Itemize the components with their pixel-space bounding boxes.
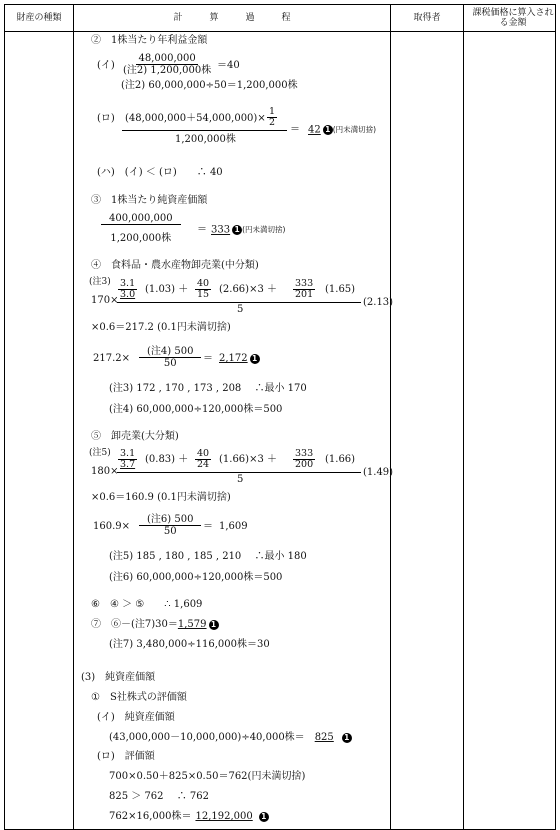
s8-ro-badge: 1 <box>259 812 269 822</box>
s2-ro-half-den: 2 <box>269 117 276 128</box>
s7-result: 1,579 <box>177 619 207 630</box>
calculation-sheet <box>4 4 556 830</box>
column-divider <box>390 5 391 829</box>
s4-f1-num: 3.1 <box>120 278 136 289</box>
s5-note-tag: (注5) <box>89 448 111 458</box>
s2-ha: (ハ) (イ) ＜ (ロ) ∴ 40 <box>97 167 223 178</box>
s4-f3-num: 333 <box>295 278 314 289</box>
s5-f3-den: 200 <box>295 459 314 470</box>
s4-c-result: 2,172 <box>219 353 248 364</box>
s3-den: 1,200,000株 <box>110 233 172 244</box>
s4-t1: (1.03) ＋ <box>145 284 189 295</box>
s5-c-result: 1,609 <box>219 521 248 532</box>
s2-ro-half-num: 1 <box>269 106 276 117</box>
s5-t2: (1.66)×3 ＋ <box>219 454 277 465</box>
s4-c-num: (注4) 500 <box>139 346 201 358</box>
s2-i-num: 48,000,000 <box>138 53 196 64</box>
s8-i-badge: 1 <box>342 733 352 743</box>
s4-tail: (2.13) <box>363 297 394 308</box>
s3-eq: ＝ <box>197 224 207 235</box>
s4-n3: (注3) 172 , 170 , 173 , 208 ∴最小 170 <box>109 383 307 394</box>
s4-t3: (1.65) <box>325 284 356 295</box>
s5-tail: (1.49) <box>363 467 394 478</box>
s2-ro-result-line <box>308 124 376 137</box>
s3-note: (円未満切捨) <box>242 225 286 234</box>
header-taxable-amount: 課税価格に算入される金額 <box>472 8 554 28</box>
s4-c-badge: 1 <box>250 354 260 364</box>
s5-c-eq: ＝ <box>203 521 213 532</box>
s2-i-fraction <box>121 53 213 76</box>
s5-f2 <box>195 449 211 470</box>
s8-ro-l2: 825 ＞ 762 ∴ 762 <box>109 791 209 802</box>
s3-result: 333 <box>211 224 231 236</box>
s5-f3 <box>293 449 315 470</box>
s8-i-calc: (43,000,000－10,000,000)÷40,000株＝ <box>109 732 305 743</box>
s5-t3: (1.66) <box>325 454 356 465</box>
s7-pre: ⑦ ⑥－(注7)30＝ <box>91 619 178 630</box>
s4-big-den: 5 <box>237 304 244 315</box>
s3-badge: 1 <box>232 225 242 235</box>
s5-n5: (注5) 185 , 180 , 185 , 210 ∴最小 180 <box>109 551 307 562</box>
s2-ro-numerator: (48,000,000＋54,000,000)× <box>125 113 266 124</box>
s4-main-bar <box>117 302 361 303</box>
s2-ro-result: 42 <box>308 124 321 136</box>
s8-ro-result: 12,192,000 <box>195 811 253 822</box>
s8-ro-l3: 762×16,000株＝ <box>109 811 192 822</box>
s2-note2: (注2) 60,000,000÷50＝1,200,000株 <box>121 80 298 91</box>
s5-f1-den: 3.7 <box>120 459 136 470</box>
s2-ro-label: (ロ) <box>97 113 115 124</box>
s2-ro-fraction-bar <box>122 130 287 131</box>
s4-note-tag: (注3) <box>89 277 111 287</box>
s3-title: ③ 1株当たり純資産価額 <box>91 195 208 206</box>
s5-c-den: 50 <box>163 526 177 537</box>
s2-ro-note: (円未満切捨) <box>332 125 377 134</box>
s5-f1-num: 3.1 <box>120 448 136 459</box>
s7-badge: 1 <box>209 620 219 630</box>
s4-f2 <box>195 279 211 300</box>
s5-f2-den: 24 <box>197 459 210 470</box>
s4-f1-den: 3.0 <box>120 289 136 300</box>
s5-c-num: (注6) 500 <box>139 514 201 526</box>
s5-title: ⑤ 卸売業(大分類) <box>91 431 179 442</box>
s5-main-bar <box>117 472 361 473</box>
s8-ro-label: (ロ) 評価額 <box>97 751 155 762</box>
s4-t2: (2.66)×3 ＋ <box>219 284 277 295</box>
s2-ro-den: 1,200,000株 <box>175 134 236 145</box>
s5-n6: (注6) 60,000,000÷120,000株＝500 <box>109 572 283 583</box>
s4-f2-num: 40 <box>197 278 210 289</box>
s4-c-result-line <box>219 353 260 365</box>
s8-i-line <box>109 732 352 744</box>
s3-fraction <box>101 213 181 244</box>
s2-title: ② 1株当たり年利益金額 <box>91 35 208 46</box>
column-divider <box>463 5 464 829</box>
s5-f2-num: 40 <box>197 448 210 459</box>
s4-c-fraction <box>139 346 201 369</box>
s4-line2: ×0.6＝217.2 (0.1円未満切捨) <box>91 322 231 333</box>
s5-pre: 180× <box>91 466 119 477</box>
s2-i-label: (イ) <box>97 60 115 71</box>
header-acquirer: 取得者 <box>413 13 441 23</box>
s8-ro-line3 <box>109 811 269 823</box>
s6-text: ⑥ ④ ＞ ⑤ ∴ 1,609 <box>91 599 203 610</box>
s5-c-pre: 160.9× <box>93 521 131 532</box>
s4-c-pre: 217.2× <box>93 353 131 364</box>
s5-c-fraction <box>139 514 201 537</box>
s7-n7: (注7) 3,480,000÷116,000株＝30 <box>109 639 270 650</box>
s4-f3-den: 201 <box>295 289 314 300</box>
s8-title: (3) 純資産価額 <box>81 672 156 683</box>
column-divider <box>73 5 74 829</box>
s8-sub1: ① S社株式の評価額 <box>91 692 187 703</box>
header-property-type: 財産の種類 <box>16 13 62 23</box>
s4-f3 <box>293 279 315 300</box>
s4-f1 <box>118 279 137 300</box>
s5-line2: ×0.6＝160.9 (0.1円未満切捨) <box>91 492 231 503</box>
s8-ro-l1: 700×0.50＋825×0.50＝762(円未満切捨) <box>109 771 306 782</box>
s8-i-result: 825 <box>314 732 334 743</box>
header-calculation-process: 計 算 過 程 <box>173 13 291 23</box>
s5-t1: (0.83) ＋ <box>145 454 189 465</box>
s3-result-line <box>211 224 285 237</box>
s2-i-den: (注2) 1,200,000株 <box>123 65 212 76</box>
s5-f3-num: 333 <box>295 448 314 459</box>
s4-c-eq: ＝ <box>203 353 213 364</box>
s4-title: ④ 食料品・農水産物卸売業(中分類) <box>91 260 259 271</box>
s5-big-den: 5 <box>237 474 244 485</box>
s4-n4: (注4) 60,000,000÷120,000株＝500 <box>109 404 283 415</box>
s2-ro-eq: ＝ <box>290 124 300 135</box>
s8-i-label: (イ) 純資産価額 <box>97 712 175 723</box>
s4-f2-den: 15 <box>197 289 210 300</box>
s4-pre: 170× <box>91 295 119 306</box>
s2-ro-badge: 1 <box>323 125 333 135</box>
s4-c-den: 50 <box>163 358 177 369</box>
s2-i-result: ＝40 <box>217 60 240 71</box>
s5-f1 <box>118 449 137 470</box>
s7-line <box>91 619 219 631</box>
header-divider <box>5 31 555 32</box>
s2-ro-half <box>267 107 277 128</box>
s3-num: 400,000,000 <box>101 213 181 225</box>
